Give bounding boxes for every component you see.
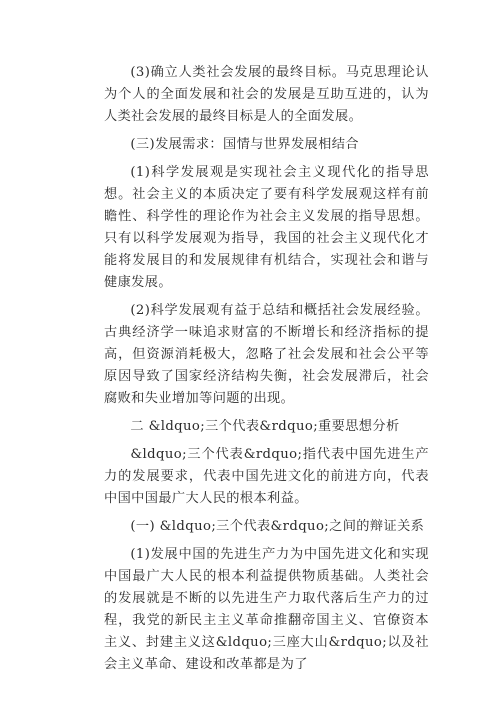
paragraph-three-represents-definition: &ldquo;三个代表&rdquo;指代表中国先进生产力的发展要求，代表中国先进文化的前进方向，代表中国中国最广大人民的根本利益。	[104, 447, 429, 506]
paragraph-goal: (3)确立人类社会发展的最终目标。马克思理论认为个人的全面发展和社会的发展是互助互进的，认为人类社会发展的最终目标是人的全面发展。	[104, 65, 429, 124]
subsection-heading-dialectical-relation: (一) &ldquo;三个代表&rdquo;之间的辩证关系	[130, 519, 425, 534]
document-body	[104, 62, 429, 676]
paragraph-productive-forces: (1)发展中国的先进生产力为中国先进文化和实现中国最广大人民的根本利益提供物质基础。人类社会的发展就是不断的以先进生产力取代落后生产力的过程，我党的新民主主义革命推翻帝国主义、官僚资本主义、封建主义这&ldquo;三座大山&rdquo;以及社会主义革命、建设和改革都是为了	[104, 547, 429, 672]
section-heading-development-needs: (三)发展需求：国情与世界发展相结合	[130, 137, 359, 152]
paragraph-experience-summary: (2)科学发展观有益于总结和概括社会发展经验。古典经济学一味追求财富的不断增长和经济指标的提高，但资源消耗极大，忽略了社会发展和社会公平等原因导致了国家经济结构失衡，社会发展滞后，社会腐败和失业增加等问题的出现。	[104, 303, 429, 406]
paragraph-guiding-ideology: (1)科学发展观是实现社会主义现代化的指导思想。社会主义的本质决定了要有科学发展观这样有前瞻性、科学性的理论作为社会主义发展的指导思想。只有以科学发展观为指导，我国的社会主义现代化才能将发展目的和发展规律有机结合，实现社会和谐与健康发展。	[104, 165, 429, 290]
section-heading-three-represents: 二 &ldquo;三个代表&rdquo;重要思想分析	[130, 419, 400, 434]
